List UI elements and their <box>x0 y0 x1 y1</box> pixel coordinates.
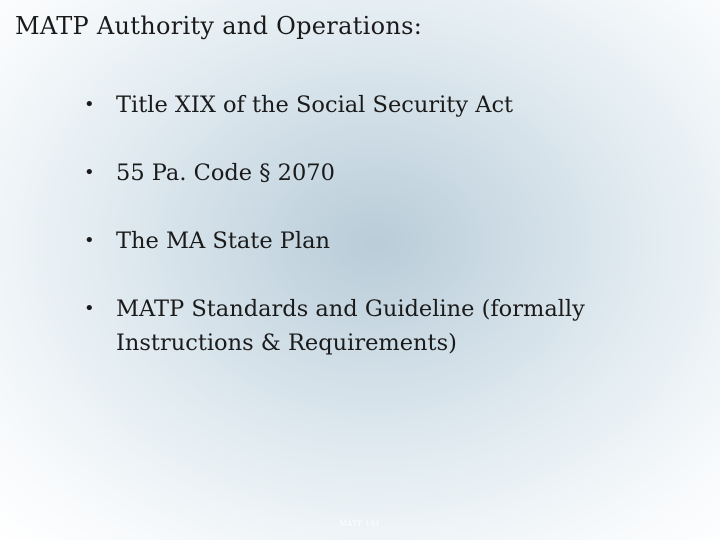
bullet-marker: • <box>84 94 95 115</box>
bullet-marker: • <box>84 298 95 319</box>
bullet-text: The MA State Plan <box>116 228 331 254</box>
bullet-item-pa-code <box>84 156 684 190</box>
bullet-item-standards <box>84 292 684 360</box>
slide-title: MATP Authority and Operations: <box>15 12 423 40</box>
slide-footer: MATP 101 <box>339 520 381 528</box>
bullet-item-title-xix <box>84 88 684 122</box>
bullet-marker: • <box>84 230 95 251</box>
bullet-text: MATP Standards and Guideline (formally Instructions & Requirements) <box>116 296 585 356</box>
bullet-list <box>84 88 684 394</box>
bullet-marker: • <box>84 162 95 183</box>
bullet-text: 55 Pa. Code § 2070 <box>116 160 335 186</box>
bullet-item-state-plan <box>84 224 684 258</box>
bullet-text: Title XIX of the Social Security Act <box>116 92 514 118</box>
